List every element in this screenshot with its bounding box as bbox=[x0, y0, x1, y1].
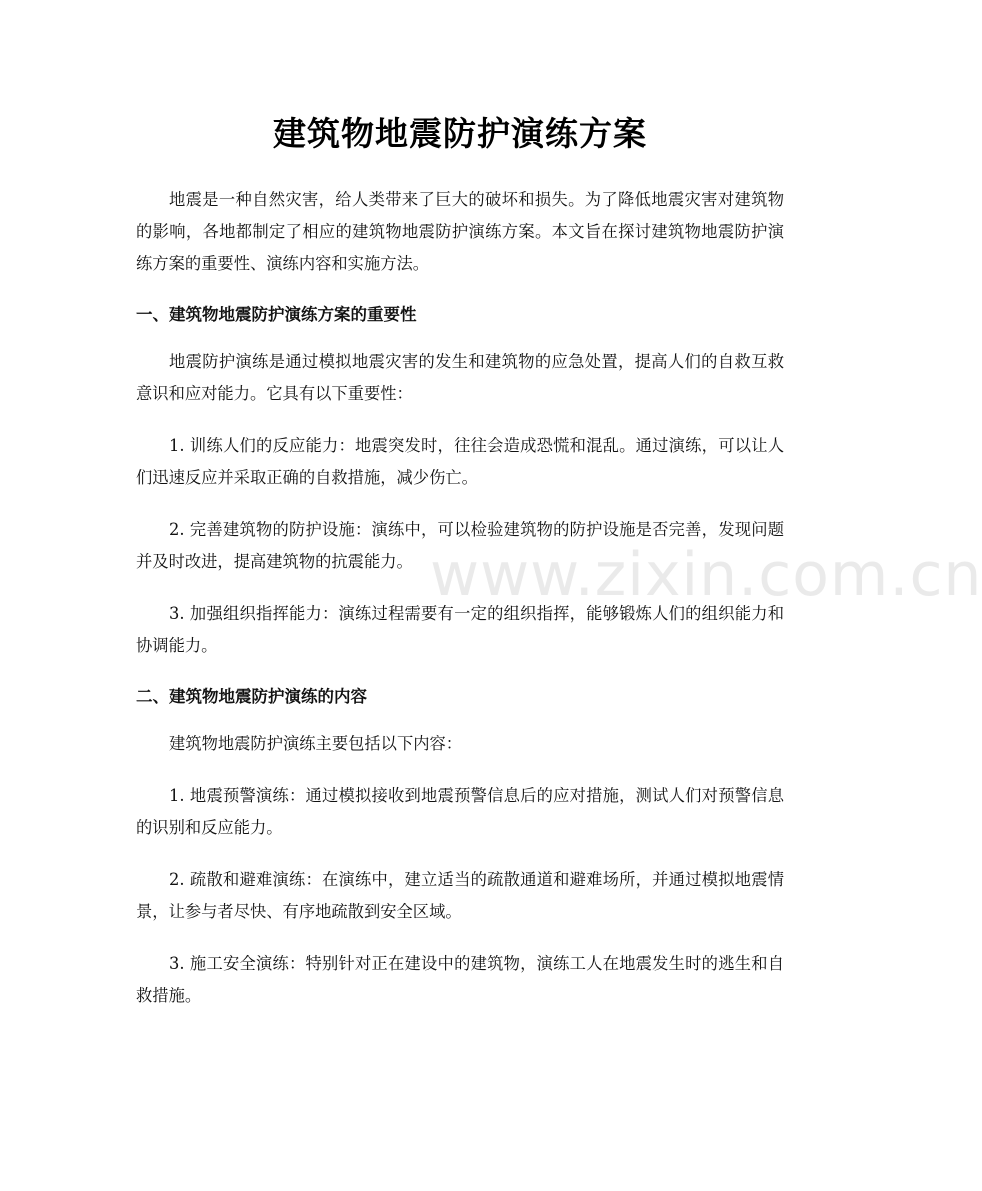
section1-list-item: 1. 训练人们的反应能力：地震突发时，往往会造成恐慌和混乱。通过演练，可以让人们迅速反应并采取正确的自救措施，减少伤亡。 bbox=[136, 436, 784, 487]
section1-lead-paragraph: 地震防护演练是通过模拟地震灾害的发生和建筑物的应急处置，提高人们的自救互救意识和应对能力。它具有以下重要性： bbox=[136, 352, 784, 403]
watermark-text: www.zixin.com.cn bbox=[430, 540, 982, 610]
section2-list-item: 1. 地震预警演练：通过模拟接收到地震预警信息后的应对措施，测试人们对预警信息的识别和反应能力。 bbox=[136, 786, 784, 837]
section-heading-content: 二、建筑物地震防护演练的内容 bbox=[136, 687, 367, 706]
section2-list-item: 2. 疏散和避难演练：在演练中，建立适当的疏散通道和避难场所，并通过模拟地震情景，让参与者尽快、有序地疏散到安全区域。 bbox=[136, 870, 784, 921]
document-title: 建筑物地震防护演练方案 bbox=[273, 114, 647, 153]
intro-paragraph: 地震是一种自然灾害，给人类带来了巨大的破坏和损失。为了降低地震灾害对建筑物的影响，各地都制定了相应的建筑物地震防护演练方案。本文旨在探讨建筑物地震防护演练方案的重要性、演练内容和实施方法。 bbox=[136, 190, 784, 273]
section1-list-item: 2. 完善建筑物的防护设施：演练中，可以检验建筑物的防护设施是否完善，发现问题并及时改进，提高建筑物的抗震能力。 bbox=[136, 520, 784, 571]
section1-list-item: 3. 加强组织指挥能力：演练过程需要有一定的组织指挥，能够锻炼人们的组织能力和协调能力。 bbox=[136, 604, 784, 655]
section2-list-item: 3. 施工安全演练：特别针对正在建设中的建筑物，演练工人在地震发生时的逃生和自救措施。 bbox=[136, 954, 784, 1005]
section2-lead-paragraph: 建筑物地震防护演练主要包括以下内容： bbox=[169, 734, 463, 753]
section-heading-importance: 一、建筑物地震防护演练方案的重要性 bbox=[136, 305, 417, 324]
